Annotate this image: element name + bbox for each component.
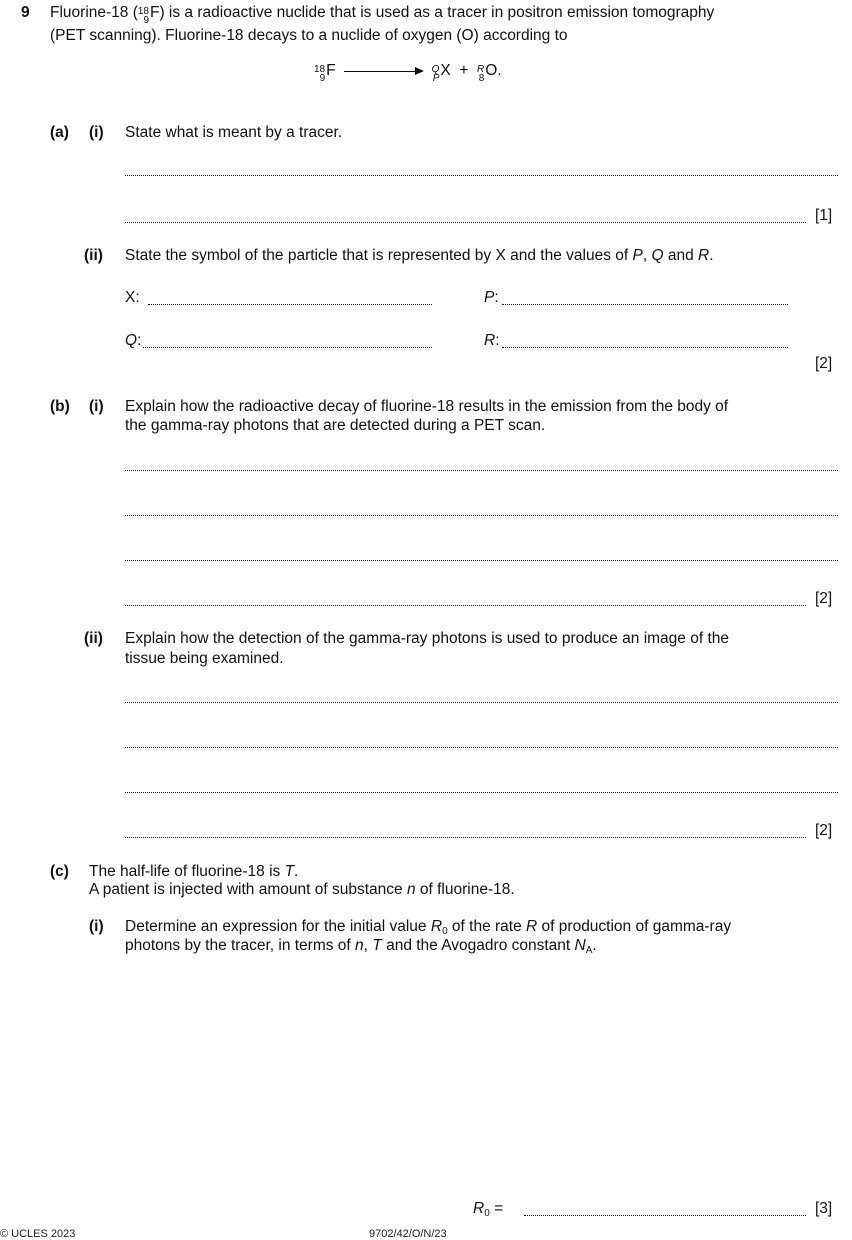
mark-allocation: [2] (815, 355, 833, 372)
part-b-ii-label: (ii) (84, 630, 103, 647)
answer-r0-label: $R_0$ = (473, 1200, 504, 1219)
answer-line[interactable] (125, 702, 838, 703)
part-b-i-question-line-2: the gamma-ray photons that are detected during a PET scan. (125, 417, 546, 434)
answer-line[interactable] (125, 837, 806, 838)
intro-text-cont: ) is a radioactive nuclide that is used as a tracer in positron emission tomography (159, 4, 715, 21)
field-q-answer[interactable] (143, 347, 432, 348)
part-a-i-label: (i) (89, 124, 104, 141)
intro-text: Fluorine-18 ( (50, 4, 138, 21)
answer-line[interactable] (125, 222, 806, 223)
mark-allocation: [2] (815, 822, 833, 839)
part-c-i-question-line-2: photons by the tracer, in terms of n, T and the Avogadro constant $N_A$. (125, 937, 597, 956)
question-number: 9 (21, 4, 30, 21)
question-intro-line-2: (PET scanning). Fluorine-18 decays to a nuclide of oxygen (O) according to (50, 27, 568, 44)
equation-reactant: 18 9 F (314, 62, 336, 84)
field-p-label: P: (484, 289, 499, 306)
part-a-ii-question: State the symbol of the particle that is represented by X and the values of P, Q and R. (125, 247, 714, 264)
footer-copyright: © UCLES 2023 (0, 1228, 76, 1240)
mark-allocation: [3] (815, 1200, 833, 1217)
part-c-label: (c) (50, 863, 69, 880)
field-r-label: R: (484, 332, 500, 349)
field-r-answer[interactable] (502, 347, 788, 348)
part-b-i-label: (i) (89, 398, 104, 415)
reaction-arrow-icon (344, 66, 424, 76)
part-a-ii-label: (ii) (84, 247, 103, 264)
answer-line[interactable] (125, 792, 838, 793)
answer-line[interactable] (125, 605, 806, 606)
part-b-i-question-line-1: Explain how the radioactive decay of fluorine-18 results in the emission from the body of (125, 398, 729, 415)
part-a-i-question: State what is meant by a tracer. (125, 124, 343, 141)
mark-allocation: [2] (815, 590, 833, 607)
part-c-i-label: (i) (89, 918, 104, 935)
equation-product-x: Q P X (431, 62, 451, 84)
part-c-line-2: A patient is injected with amount of substance n of fluorine-18. (89, 881, 515, 898)
fluorine-isotope: 18 9 F (137, 4, 160, 26)
part-c-line-1: The half-life of fluorine-18 is T. (89, 863, 299, 880)
part-b-ii-question-line-1: Explain how the detection of the gamma-ray photons is used to produce an image of the (125, 630, 730, 647)
equation-plus: + (459, 62, 469, 79)
answer-line[interactable] (125, 747, 838, 748)
part-a-label: (a) (50, 124, 69, 141)
answer-line[interactable] (125, 175, 838, 176)
footer-paper-code: 9702/42/O/N/23 (369, 1228, 447, 1240)
field-x-label: X: (125, 289, 140, 306)
answer-line[interactable] (125, 470, 838, 471)
part-b-ii-question-line-2: tissue being examined. (125, 650, 284, 667)
equation-product-o: R 8 O. (477, 62, 502, 84)
field-p-answer[interactable] (502, 304, 788, 305)
question-intro-line-1 (50, 4, 714, 28)
part-c-i-question-line-1: Determine an expression for the initial value $R_0$ of the rate R of production of gamma-ray (125, 918, 732, 937)
answer-r0-field[interactable] (524, 1215, 806, 1216)
answer-line[interactable] (125, 515, 838, 516)
answer-line[interactable] (125, 560, 838, 561)
field-q-label: Q: (125, 332, 142, 349)
mark-allocation: [1] (815, 207, 833, 224)
decay-equation (314, 62, 502, 86)
field-x-answer[interactable] (148, 304, 432, 305)
part-b-label: (b) (50, 398, 70, 415)
